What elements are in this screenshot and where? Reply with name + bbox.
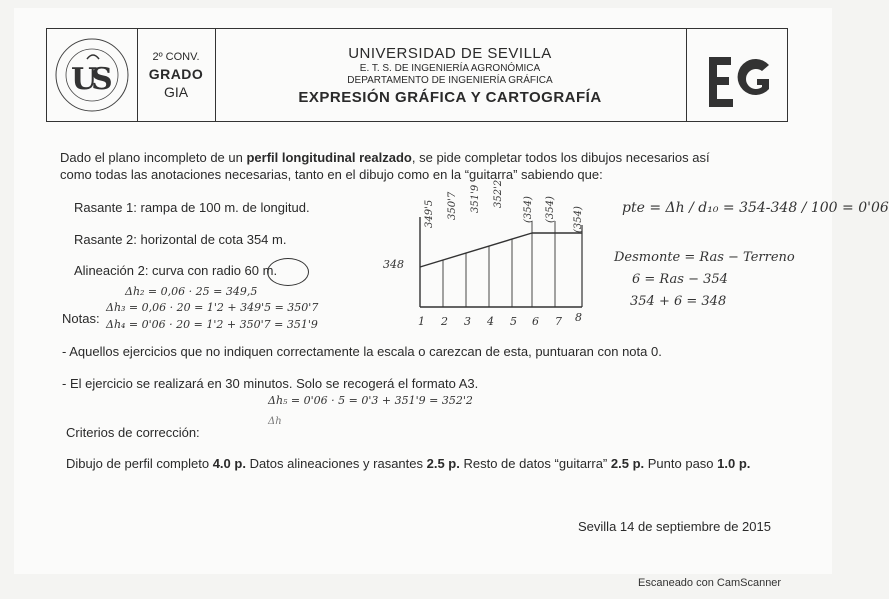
rasante-1: Rasante 1: rampa de 100 m. de longitud. — [74, 200, 310, 215]
radius-circle-mark — [267, 258, 309, 286]
hw-cota-start: 348 — [383, 258, 404, 271]
notes-label: Notas: — [62, 311, 100, 326]
conv-label: 2º CONV. — [152, 51, 200, 63]
hw-label-5: (354) — [523, 196, 534, 223]
intro-text-c: , se pide completar todos los dibujos necesarios así — [411, 150, 710, 165]
hw-label-1: 349'5 — [424, 199, 435, 228]
criteria-d-pts: 1.0 p. — [717, 456, 751, 471]
university-seal-icon — [47, 29, 137, 121]
rasante-2: Rasante 2: horizontal de cota 354 m. — [74, 232, 287, 247]
university-name: UNIVERSIDAD DE SEVILLA — [348, 45, 552, 62]
svg-text:U: U — [71, 62, 98, 97]
hw-desmonte: Desmonte = Ras − Terreno — [614, 250, 795, 265]
gia-label: GIA — [163, 84, 189, 100]
hw-dh4: Δh₄ = 0'06 · 20 = 1'2 + 350'7 = 351'9 — [106, 318, 318, 331]
hw-label-6: (354) — [545, 196, 556, 223]
exam-date: Sevilla 14 de septiembre de 2015 — [578, 519, 771, 534]
criteria-a-pts: 4.0 p. — [212, 456, 246, 471]
hw-station-3: 3 — [464, 315, 471, 328]
hw-station-4: 4 — [487, 315, 494, 328]
convocatoria-box — [137, 29, 216, 121]
hw-station-2: 2 — [441, 315, 448, 328]
hw-station-7: 7 — [555, 315, 562, 328]
hw-dh-faint: Δh — [268, 416, 282, 427]
hw-sum: 354 + 6 = 348 — [630, 294, 727, 309]
department-name: DEPARTAMENTO DE INGENIERÍA GRÁFICA — [347, 75, 553, 86]
criteria-d: Punto paso — [644, 456, 718, 471]
profile-sketch — [370, 185, 600, 330]
criteria-c-pts: 2.5 p. — [610, 456, 645, 471]
criteria-a: Dibujo de perfil completo — [66, 456, 213, 471]
criteria-b-pts: 2.5 p. — [426, 456, 460, 471]
hw-label-3: 351'9 — [470, 184, 481, 213]
scanner-watermark: Escaneado con CamScanner — [638, 577, 782, 589]
intro-text-a: Dado el plano incompleto de un — [60, 150, 247, 165]
intro-line-2: como todas las anotaciones necesarias, tanto en el dibujo como en la “guitarra” sabiendo que: — [60, 167, 603, 182]
eg-logo — [686, 29, 787, 121]
hw-dh2: Δh₂ = 0,06 · 25 = 349,5 — [125, 285, 258, 298]
subject-name: EXPRESIÓN GRÁFICA Y CARTOGRAFÍA — [298, 89, 602, 106]
note-2: - El ejercicio se realizará en 30 minutos. Solo se recogerá el formato A3. — [62, 376, 479, 391]
hw-pte: pte = Δh / d₁₀ = 354-348 / 100 = 0'06 — [622, 200, 889, 216]
criteria-title: Criterios de corrección: — [66, 425, 200, 440]
hw-label-2: 350'7 — [447, 191, 458, 220]
hw-label-4: 352'2 — [493, 179, 504, 208]
svg-text:S: S — [91, 62, 113, 97]
note-1: - Aquellos ejercicios que no indiquen correctamente la escala o carezcan de esta, puntuaran con nota 0. — [62, 344, 662, 359]
hw-dh3: Δh₃ = 0,06 · 20 = 1'2 + 349'5 = 350'7 — [106, 301, 319, 314]
school-name: E. T. S. DE INGENIERÍA AGRONÓMICA — [359, 63, 541, 74]
eg-logo-icon — [687, 29, 787, 121]
hw-dh5: Δh₅ = 0'06 · 5 = 0'3 + 351'9 = 352'2 — [268, 394, 473, 407]
exam-header — [46, 28, 788, 122]
hw-station-5: 5 — [510, 315, 517, 328]
university-seal — [47, 29, 138, 121]
hw-six: 6 = Ras − 354 — [632, 272, 728, 287]
hw-station-8: 8 — [575, 311, 582, 324]
alineacion-2: Alineación 2: curva con radio 60 m. — [74, 263, 278, 278]
grado-label: GRADO — [148, 66, 204, 82]
title-box — [215, 29, 685, 121]
intro-line-1 — [60, 150, 710, 165]
hw-station-6: 6 — [532, 315, 539, 328]
hw-station-1: 1 — [418, 315, 425, 328]
criteria-b: Datos alineaciones y rasantes — [245, 456, 427, 471]
hw-label-7: (354) — [573, 206, 584, 233]
criteria-line — [66, 456, 750, 471]
intro-text-bold: perfil longitudinal realzado — [246, 150, 412, 165]
criteria-c: Resto de datos “guitarra” — [459, 456, 611, 471]
